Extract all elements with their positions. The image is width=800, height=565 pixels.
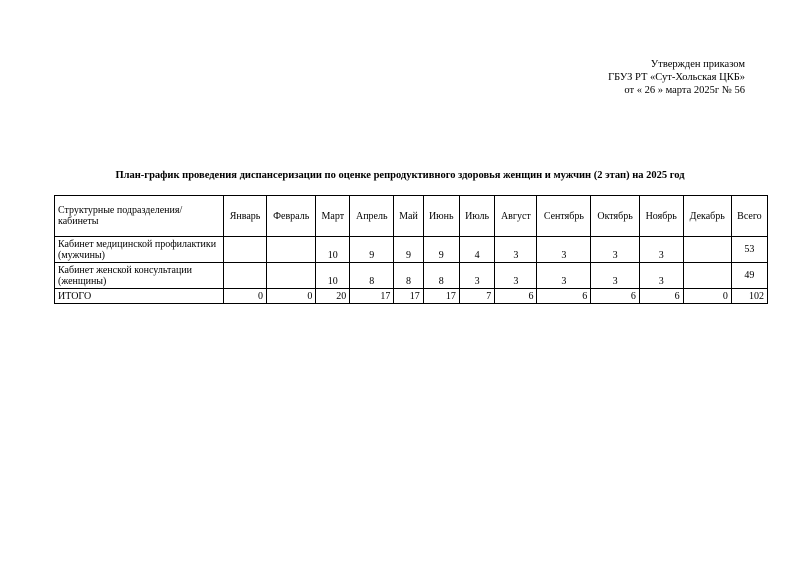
cell-month-dec: [683, 237, 731, 263]
cell-month-jul: 3: [459, 263, 494, 289]
header-month-feb: Февраль: [267, 196, 316, 237]
approval-stamp: [608, 58, 745, 97]
total-month-feb: 0: [267, 289, 316, 304]
cell-month-jun: 8: [423, 263, 459, 289]
grand-total: 102: [731, 289, 767, 304]
total-month-mar: 20: [316, 289, 350, 304]
header-total: Всего: [731, 196, 767, 237]
cell-month-nov: 3: [639, 263, 683, 289]
approval-line-3: от « 26 » марта 2025г № 56: [624, 85, 745, 96]
total-month-sep: 6: [537, 289, 591, 304]
header-month-dec: Декабрь: [683, 196, 731, 237]
total-month-may: 17: [394, 289, 423, 304]
cell-month-may: 9: [394, 237, 423, 263]
cell-total: 53: [731, 237, 767, 263]
cell-month-oct: 3: [591, 237, 640, 263]
cell-month-dec: [683, 263, 731, 289]
cell-month-oct: 3: [591, 263, 640, 289]
total-month-jul: 7: [459, 289, 494, 304]
cell-month-may: 8: [394, 263, 423, 289]
cell-month-jan: [224, 237, 267, 263]
cell-total: 49: [731, 263, 767, 289]
header-month-mar: Март: [316, 196, 350, 237]
cell-month-jul: 4: [459, 237, 494, 263]
cell-month-aug: 3: [495, 237, 537, 263]
header-month-apr: Апрель: [350, 196, 394, 237]
schedule-table: [54, 195, 768, 304]
cell-month-nov: 3: [639, 237, 683, 263]
total-month-nov: 6: [639, 289, 683, 304]
row-department: Кабинет женской консультации (женщины): [55, 263, 224, 289]
total-month-jun: 17: [423, 289, 459, 304]
cell-month-aug: 3: [495, 263, 537, 289]
total-month-jan: 0: [224, 289, 267, 304]
cell-month-mar: 10: [316, 263, 350, 289]
approval-line-2: ГБУЗ РТ «Сут-Хольская ЦКБ»: [608, 72, 745, 83]
cell-month-jun: 9: [423, 237, 459, 263]
cell-month-sep: 3: [537, 237, 591, 263]
cell-month-feb: [267, 237, 316, 263]
total-month-dec: 0: [683, 289, 731, 304]
header-department: Структурные подразделения/ кабинеты: [55, 196, 224, 237]
approval-line-1: Утвержден приказом: [650, 59, 745, 70]
header-month-may: Май: [394, 196, 423, 237]
document-title: План-график проведения диспансеризации по оценке репродуктивного здоровья женщин и мужчин (2 этап) на 2025 год: [115, 170, 685, 181]
cell-month-sep: 3: [537, 263, 591, 289]
cell-month-mar: 10: [316, 237, 350, 263]
total-month-aug: 6: [495, 289, 537, 304]
header-month-oct: Октябрь: [591, 196, 640, 237]
cell-month-jan: [224, 263, 267, 289]
header-row: [55, 196, 768, 237]
cell-month-apr: 9: [350, 237, 394, 263]
cell-month-apr: 8: [350, 263, 394, 289]
totals-label: ИТОГО: [55, 289, 224, 304]
header-month-nov: Ноябрь: [639, 196, 683, 237]
table-row: [55, 263, 768, 289]
header-month-jun: Июнь: [423, 196, 459, 237]
total-month-apr: 17: [350, 289, 394, 304]
table-row: [55, 237, 768, 263]
cell-month-feb: [267, 263, 316, 289]
header-month-aug: Август: [495, 196, 537, 237]
total-month-oct: 6: [591, 289, 640, 304]
header-month-sep: Сентябрь: [537, 196, 591, 237]
header-month-jan: Январь: [224, 196, 267, 237]
row-department: Кабинет медицинской профилактики (мужчины): [55, 237, 224, 263]
header-month-jul: Июль: [459, 196, 494, 237]
totals-row: [55, 289, 768, 304]
